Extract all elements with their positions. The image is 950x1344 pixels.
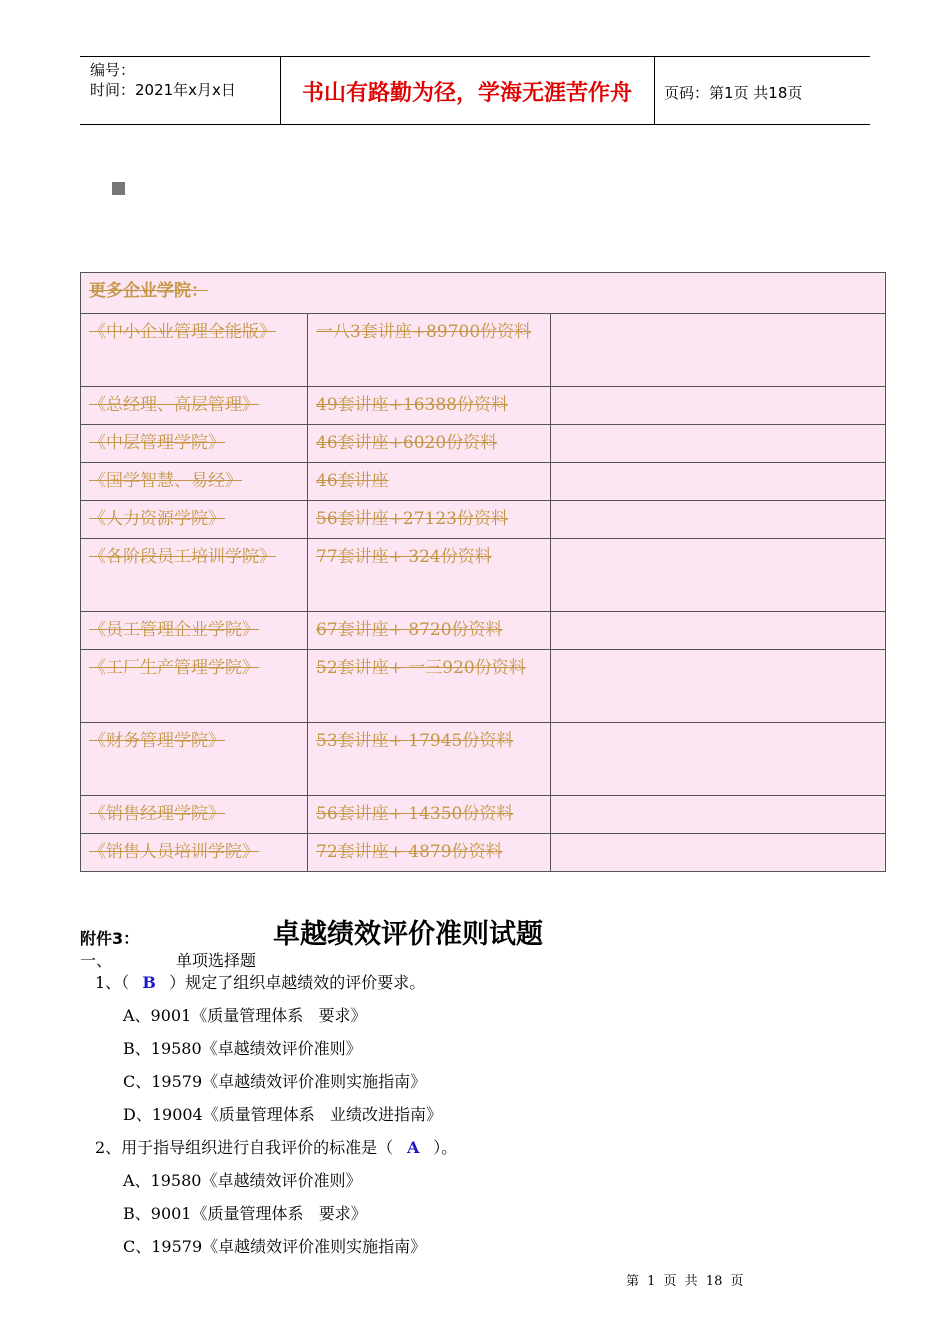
table-cell-name: 《工厂生产管理学院》 [81,650,308,723]
table-cell-name: 《各阶段员工培训学院》 [81,539,308,612]
question-2-text: ）。 [433,1138,458,1157]
header-page-info: 页码：第1页 共18页 [664,84,803,102]
table-cell-empty [551,796,886,834]
table-cell-detail: 一八3套讲座+89700份资料 [308,314,551,387]
table-cell-name: 《中小企业管理全能版》 [81,314,308,387]
table-cell-detail: 56套讲座+27123份资料 [308,501,551,539]
table-cell-empty [551,387,886,425]
table-cell-name: 《销售经理学院》 [81,796,308,834]
table-cell-detail: 46套讲座+6020份资料 [308,425,551,463]
header-bottom-rule [80,124,870,125]
doc-time-label: 时间：2021年x月x日 [90,81,236,99]
table-cell-name: 《人力资源学院》 [81,501,308,539]
table-cell-name: 《销售人员培训学院》 [81,834,308,872]
table-cell-empty [551,314,886,387]
table-cell-empty [551,539,886,612]
table-cell-empty [551,463,886,501]
header-top-rule [80,56,870,57]
question-1-prefix: 1、（ [95,973,130,992]
table-cell-empty [551,425,886,463]
table-cell-detail: 53套讲座+ 17945份资料 [308,723,551,796]
table-cell-detail: 46套讲座 [308,463,551,501]
section-title: 单项选择题 [176,951,257,970]
table-cell-detail: 56套讲座+ 14350份资料 [308,796,551,834]
section-heading [80,948,256,971]
table-cell-empty [551,650,886,723]
table-cell-empty [551,501,886,539]
table-cell-name: 《中层管理学院》 [81,425,308,463]
table-cell-detail: 72套讲座+ 4879份资料 [308,834,551,872]
q1-option-b: B、19580《卓越绩效评价准则》 [123,1039,362,1058]
header-divider [280,56,281,125]
header-divider [654,56,655,125]
q2-option-a: A、19580《卓越绩效评价准则》 [123,1171,362,1190]
question-1-answer: B [142,973,156,992]
table-heading: 更多企业学院： [81,273,886,314]
question-2-prefix: 2、用于指导组织进行自我评价的标准是（ [95,1138,394,1157]
q1-option-d: D、19004《质量管理体系 业绩改进指南》 [123,1105,442,1124]
table-cell-empty [551,723,886,796]
header-motto: 书山有路勤为径，学海无涯苦作舟 [301,80,632,106]
page-footer: 第 1 页 共 18 页 [626,1274,744,1289]
annex-label: 附件3： [80,929,140,948]
q2-option-c: C、19579《卓越绩效评价准则实施指南》 [123,1237,427,1256]
question-2-answer: A [406,1138,420,1157]
table-cell-detail: 49套讲座+16388份资料 [308,387,551,425]
table-cell-detail: 52套讲座+ 一三920份资料 [308,650,551,723]
table-cell-name: 《员工管理企业学院》 [81,612,308,650]
question-1 [95,970,425,993]
academy-table [80,272,886,872]
table-cell-empty [551,834,886,872]
table-cell-detail: 67套讲座+ 8720份资料 [308,612,551,650]
header-meta [90,60,236,100]
doc-number-label: 编号： [90,61,136,79]
q2-option-b: B、9001《质量管理体系 要求》 [123,1204,367,1223]
table-cell-name: 《总经理、高层管理》 [81,387,308,425]
table-cell-name: 《财务管理学院》 [81,723,308,796]
question-1-text: ）规定了组织卓越绩效的评价要求。 [169,973,426,992]
table-cell-detail: 77套讲座+ 324份资料 [308,539,551,612]
q1-option-a: A、9001《质量管理体系 要求》 [123,1006,367,1025]
table-cell-empty [551,612,886,650]
page-title: 卓越绩效评价准则试题 [273,919,543,950]
square-bullet-icon [112,182,125,195]
section-number: 一、 [80,951,113,970]
table-cell-name: 《国学智慧、易经》 [81,463,308,501]
question-2 [95,1135,457,1158]
q1-option-c: C、19579《卓越绩效评价准则实施指南》 [123,1072,427,1091]
